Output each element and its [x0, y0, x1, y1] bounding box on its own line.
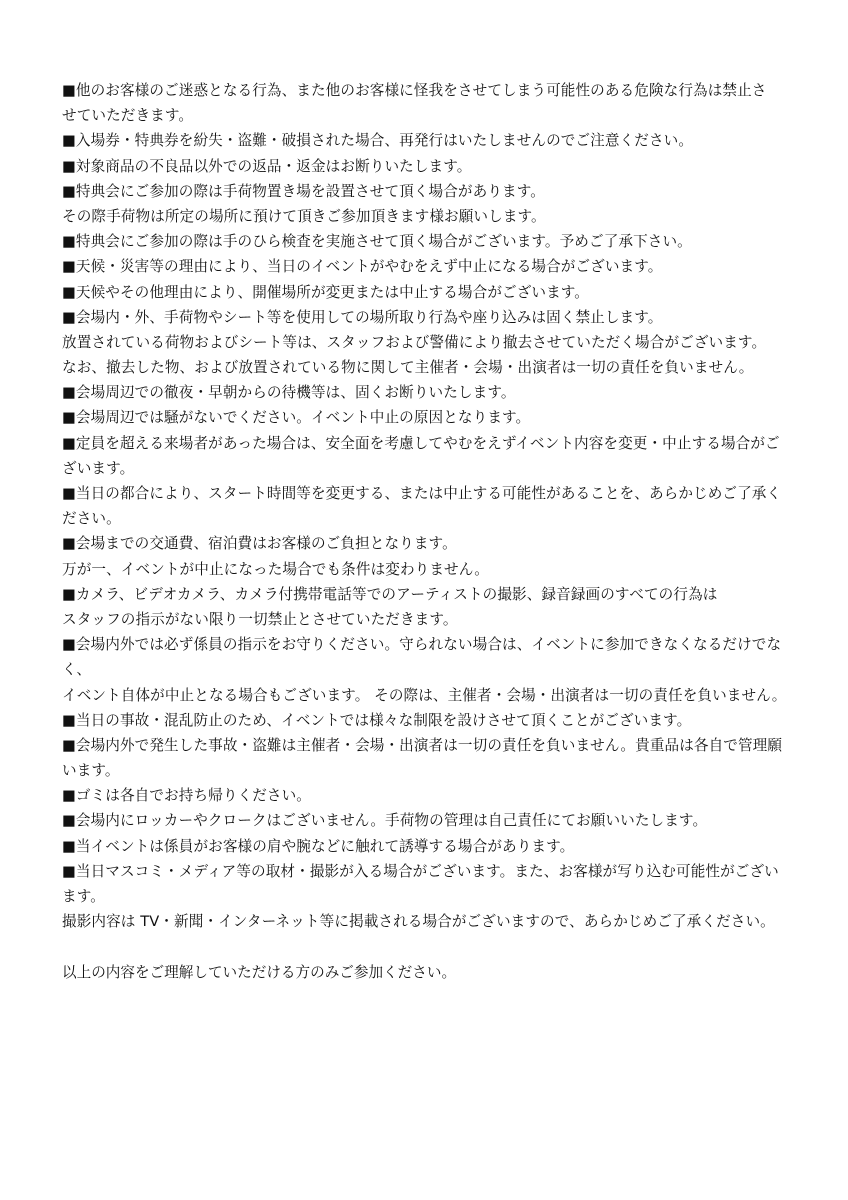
notice-line: ■天候やその他理由により、開催場所が変更または中止する場合がございます。 [62, 283, 590, 301]
notice-line: ■特典会にご参加の際は手のひら検査を実施させて頂く場合がございます。予めご了承下さい。 [62, 233, 692, 251]
notice-line: 撮影内容は TV・新聞・インターネット等に掲載される場合がございますので、あらかじめご了承ください。 [62, 913, 775, 931]
notice-line: ださい。 [62, 510, 121, 528]
notice-line: ■他のお客様のご迷惑となる行為、また他のお客様に怪我をさせてしまう可能性のある危険な行為は禁止さ [62, 82, 767, 99]
notice-line: ■会場内外で発生した事故・盗難は主催者・会場・出演者は一切の責任を負いません。貴重品は各自で管理願 [62, 736, 783, 754]
notice-line: ■当イベントは係員がお客様の肩や腕などに触れて誘導する場合があります。 [62, 837, 575, 855]
notice-line: ■当日マスコミ・メディア等の取材・撮影が入る場合がございます。また、お客様が写り込む可能性がござい [62, 862, 779, 880]
notice-lines [62, 78, 792, 934]
notice-line: ます。 [62, 888, 105, 905]
notice-line: ざいます。 [62, 459, 135, 477]
notice-line: ■会場までの交通費、宿泊費はお客様のご負担となります。 [62, 535, 457, 553]
paragraph-gap [62, 934, 792, 959]
notice-line: ■会場周辺では騒がないでください。イベント中止の原因となります。 [62, 409, 531, 427]
notice-line: ■対象商品の不良品以外での返品・返金はお断りいたします。 [62, 157, 472, 175]
notice-line: その際手荷物は所定の場所に預けて頂きご参加頂きます様お願いします。 [62, 207, 546, 225]
notice-line: 放置されている荷物およびシート等は、スタッフおよび警備により撤去させていただく場合がございます。 [62, 333, 767, 351]
notice-line: ■ゴミは各自でお持ち帰りください。 [62, 787, 311, 805]
notice-line: ■入場券・特典券を紛失・盗難・破損された場合、再発行はいたしませんのでご注意ください。 [62, 132, 694, 150]
notice-line: スタッフの指示がない限り一切禁止とさせていただきます。 [62, 610, 458, 628]
notice-line: ■カメラ、ビデオカメラ、カメラ付携帯電話等でのアーティストの撮影、録音録画のすべての行為は [62, 585, 718, 603]
notice-line: ■天候・災害等の理由により、当日のイベントがやむをえず中止になる場合がございます。 [62, 258, 663, 276]
notice-line: ■特典会にご参加の際は手荷物置き場を設置させて頂く場合があります。 [62, 182, 545, 200]
notice-line: く、 [62, 661, 92, 679]
closing-statement: 以上の内容をご理解していただける方のみご参加ください。 [62, 963, 457, 981]
notice-line: ■定員を超える来場者があった場合は、安全面を考慮してやむをえずイベント内容を変更・中止する場合がご [62, 434, 780, 452]
notice-line: 万が一、イベントが中止になった場合でも条件は変わりません。 [62, 560, 489, 578]
notice-line: なお、撤去した物、および放置されている物に関して主催者・会場・出演者は一切の責任を負いません。 [62, 359, 754, 377]
notice-line: イベント自体が中止となる場合もございます。 その際は、主催者・会場・出演者は一切の責任を負いません。 [62, 686, 787, 704]
notice-line: せていただきます。 [62, 107, 194, 125]
notice-document [62, 78, 792, 985]
notice-line: ■会場内にロッカーやクロークはございません。手荷物の管理は自己責任にてお願いいたします。 [62, 812, 708, 830]
notice-line: ■会場内・外、手荷物やシート等を使用しての場所取り行為や座り込みは固く禁止します。 [62, 308, 663, 326]
notice-line: います。 [62, 762, 120, 780]
notice-line: ■当日の事故・混乱防止のため、イベントでは様々な制限を設けさせて頂くことがございます。 [62, 711, 692, 729]
notice-line: ■会場内外では必ず係員の指示をお守りください。守られない場合は、イベントに参加できなくなるだけでな [62, 636, 782, 654]
notice-line: ■当日の都合により、スタート時間等を変更する、または中止する可能性があることを、あらかじめご了承く [62, 485, 782, 502]
notice-line: ■会場周辺での徹夜・早朝からの待機等は、固くお断りいたします。 [62, 384, 516, 402]
